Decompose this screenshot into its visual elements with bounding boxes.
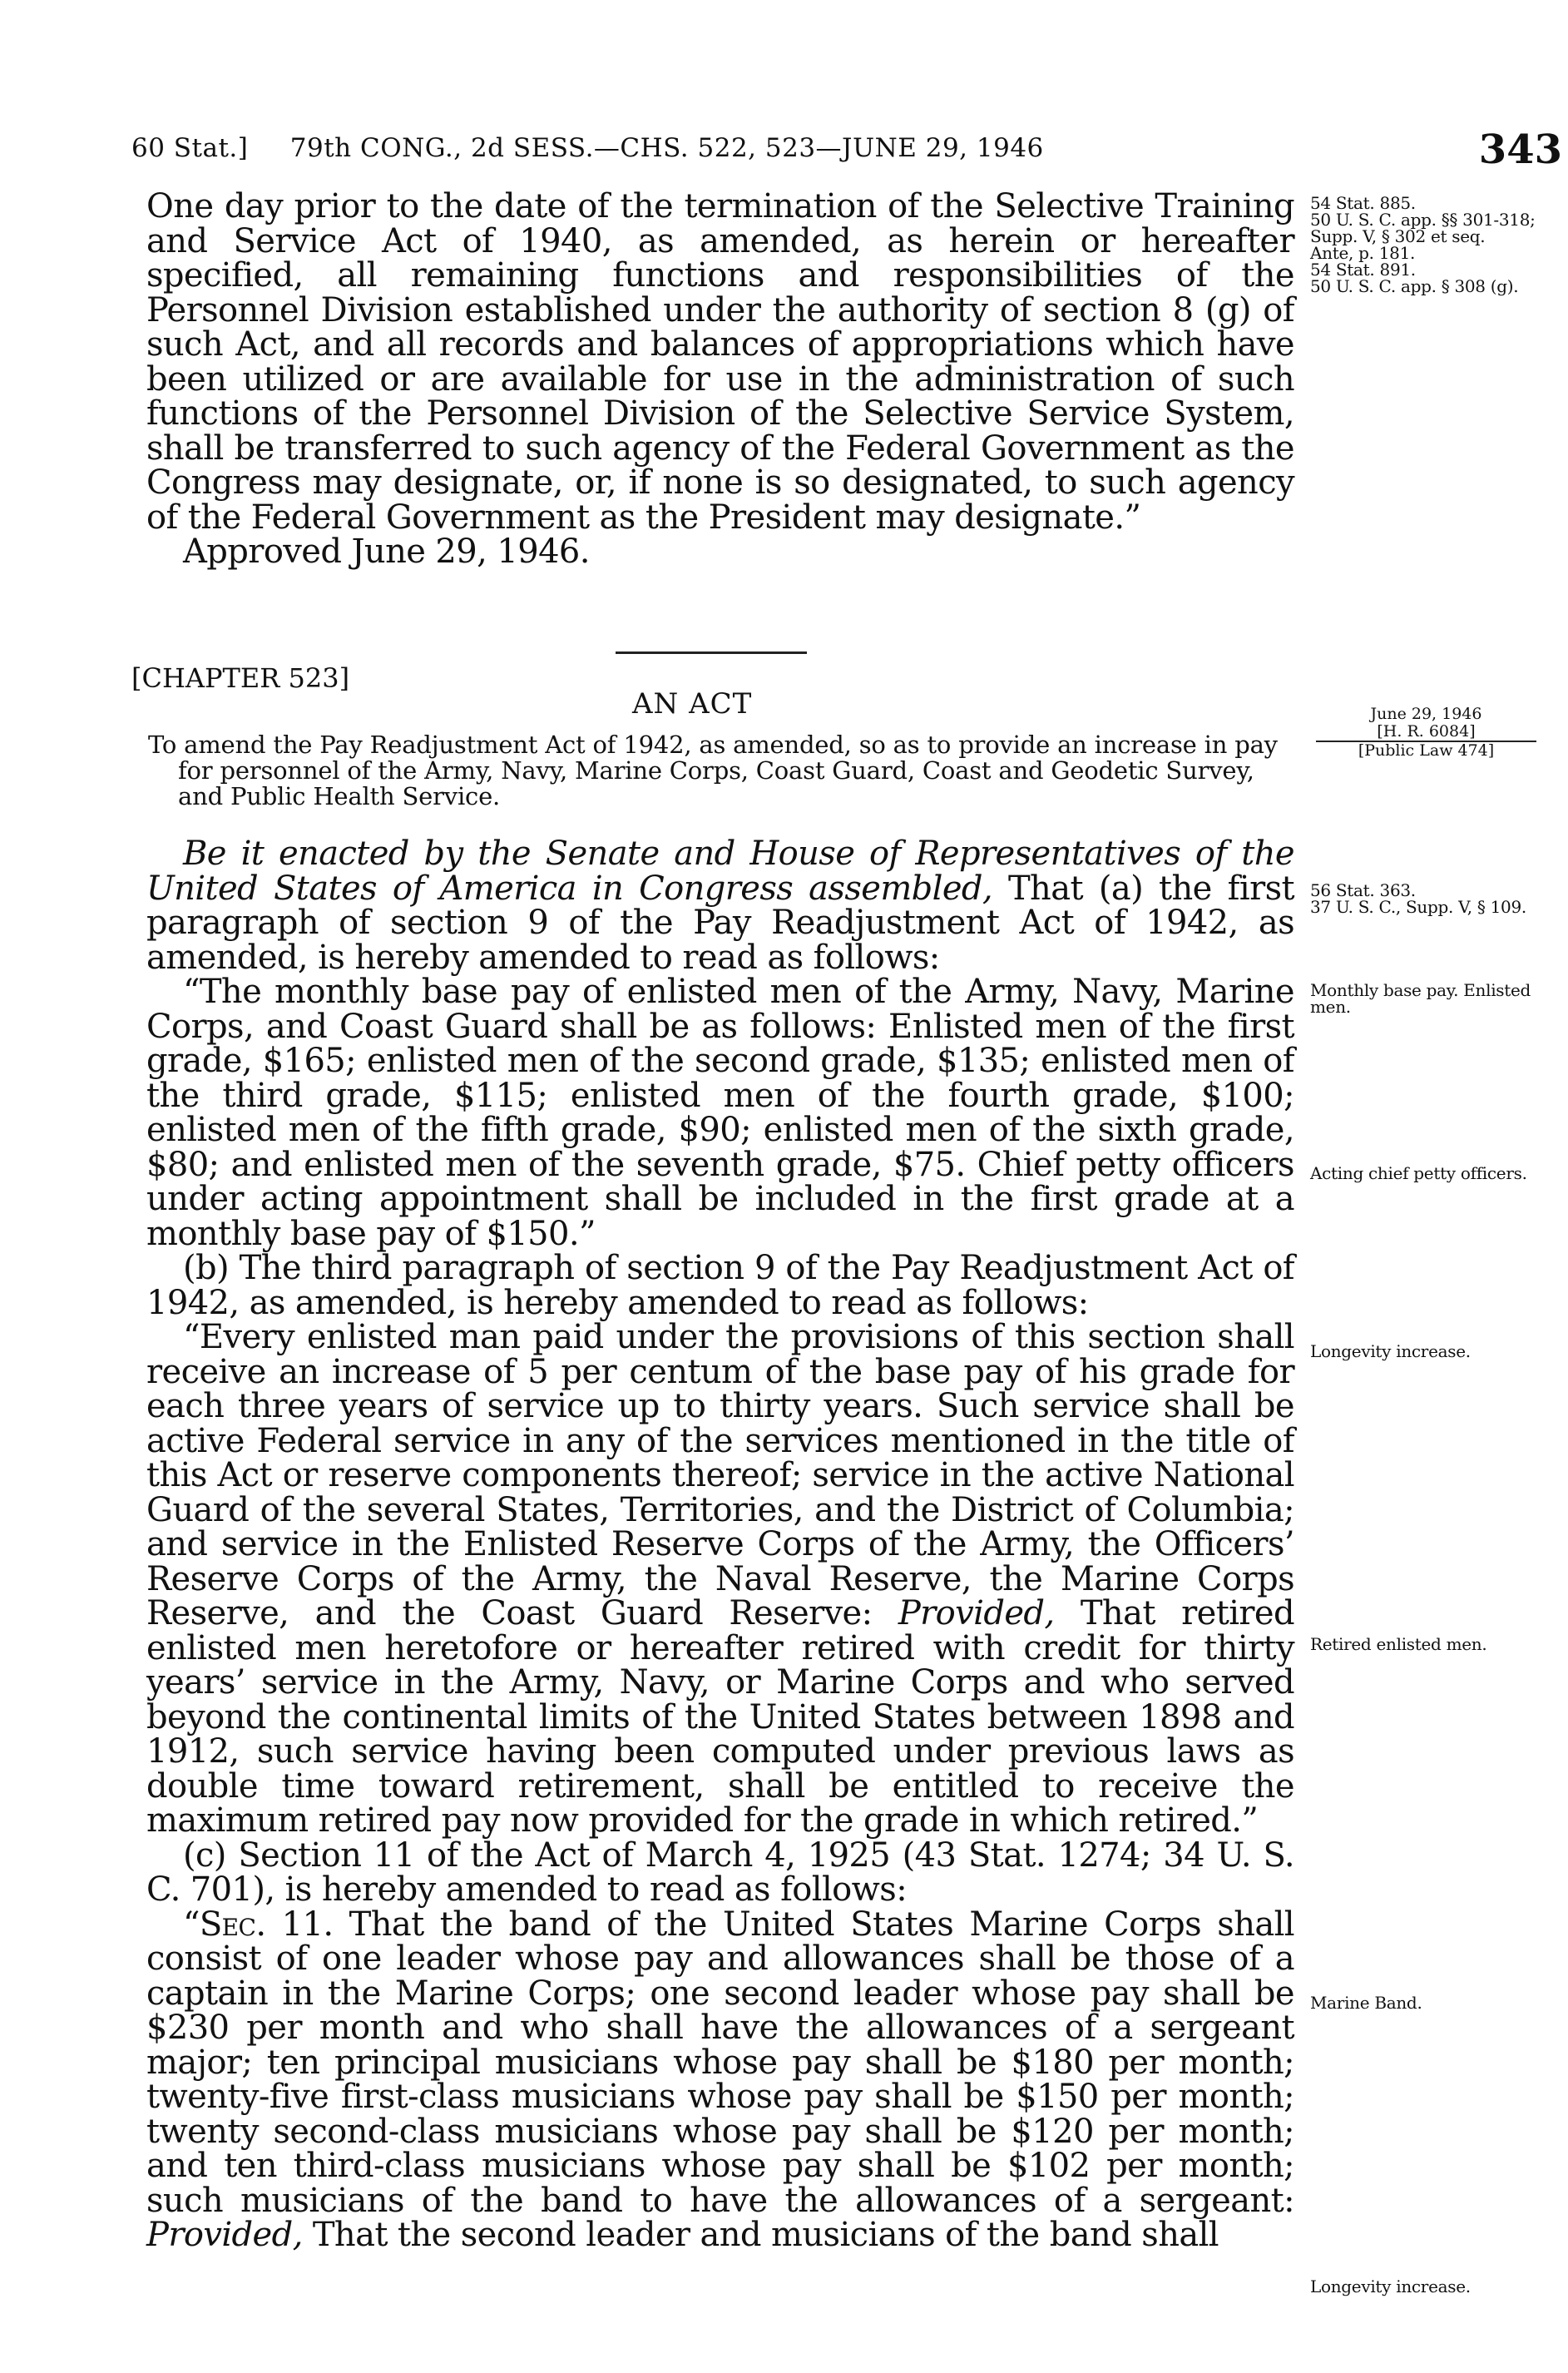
band-paragraph [146,1905,1294,2254]
margin-longevity-1: Longevity increase. [1310,1341,1471,1361]
public-law-number: [Public Law 474] [1358,741,1495,760]
longevity-paragraph [146,1320,1294,1839]
margin-line: 54 Stat. 891. [1310,260,1416,280]
chapter-heading: [CHAPTER 523] [131,662,350,694]
margin-marine-band: Marine Band. [1310,1993,1422,2013]
margin-line: 50 U. S. C. app. §§ 301-318; Supp. V, § 302 et seq. [1310,210,1536,246]
band-text-end: That the second leader and musicians of the band shall [302,2216,1219,2254]
ch522-text [146,187,1294,571]
provided-italic: Provided, [146,2216,303,2254]
long-title [148,732,1296,810]
long-title-text: To amend the Pay Readjustment Act of 1942, as amended, so as to provide an increase in pay for personnel of the Army, Navy, Marine Corps, Coast Guard, Coast and Geodetic Survey, and Public Health Service. [148,731,1278,810]
enacting-rest: That (a) the first paragraph of section 9 of the Pay Readjustment Act of 1942, as amended, is hereby amended to read as follows: [146,869,1294,977]
margin-line: 56 Stat. 363. [1310,880,1416,900]
bill-date: June 29, 1946 [1370,705,1482,723]
ch523-body [146,837,1294,2253]
margin-acting-chief: Acting chief petty officers. [1310,1163,1527,1183]
margin-line: 54 Stat. 885. [1310,193,1416,213]
ch522-approved: Approved June 29, 1946. [183,533,590,571]
page-header [131,126,1562,173]
band-text: That the band of the United States Marine Corps shall consist of one leader whose pay and allowances shall be those of a captain in the Marine Corps; one second leader whose pay shall be $230 per month and who shall have the allowances of a sergeant major; ten principal musicians whose pay shall be $180 per month; twenty-five first-class musicians whose pay shall be $150 per month; twenty second-class musicians whose pay shall be $120 per month; and ten third-class musicians whose pay shall be $102 per month; such musicians of the band to have the allowances of a sergeant: [146,1905,1294,2220]
margin-line: 50 U. S. C. app. § 308 (g). [1310,276,1519,296]
enacting-italic: Be it enacted by the Senate and House of Representatives of the United States of America in Congress assembled, [146,835,1294,908]
longevity-text-after: That retired enlisted men heretofore or hereafter retired with credit for thirty years’ service in the Army, Navy, or Marine Corps and who served beyond the continental limits of the United States between 1898 and 1912, such service having been computed under previous laws as double time toward retirement, shall be entitled to receive the maximum retired pay now provided for the grade in which retired.” [146,1594,1294,1840]
margin-longevity-2: Longevity increase. [1310,2276,1471,2296]
bill-hr-number: [H. R. 6084] [1316,723,1536,742]
margin-citation-523 [1310,882,1560,915]
page-number: 343 [1478,126,1562,173]
subsection-b: (b) The third paragraph of section 9 of the Pay Readjustment Act of 1942, as amended, is hereby amended to read as follows: [146,1249,1294,1322]
margin-monthly-base-pay: Monthly base pay. Enlisted men. [1310,980,1531,1017]
header-volume: 60 Stat.] [131,133,249,163]
longevity-text: “Every enlisted man paid under the provisions of this section shall receive an increase of 5 per centum of the base pay of his grade for each three years of service up to thirty years. Such service shall be active Federal service in any of the services mentioned in the title of this Act or reserve components thereof; service in the active National Guard of the several States, Territories, and the District of Columbia; and service in the Enlisted Reserve Corps of the Army, the Officers’ Reserve Corps of the Army, the Naval Reserve, the Marine Corps Reserve, and the Coast Guard Reserve: [146,1318,1294,1632]
section-divider [616,651,807,654]
ch522-paragraph: One day prior to the date of the termination of the Selective Training and Service Act of 1940, as amended, as herein or hereafter specified, all remaining functions and responsibilities of the Personnel Division established under the authority of section 8 (g) of such Act, and all records and balances of appropriations which have been utilized or are available for use in the administration of such functions of the Personnel Division of the Selective Service System, shall be transferred to such agency of the Federal Government as the Congress may designate, or, if none is so designated, to such agency of the Federal Government as the President may designate.” [146,187,1294,537]
act-title: AN ACT [632,687,753,721]
provided-italic: Provided, [898,1594,1055,1632]
margin-line: 37 U. S. C., Supp. V, § 109. [1310,897,1526,917]
margin-citation-522 [1310,195,1560,295]
subsection-c: (c) Section 11 of the Act of March 4, 1925 (43 Stat. 1274; 34 U. S. C. 701), is hereby amended to read as follows: [146,1835,1294,1909]
header-session: 79th CONG., 2d SESS.—CHS. 522, 523—JUNE 29, 1946 [289,133,1044,163]
band-section-label: “Sec. 11. [183,1905,334,1944]
margin-line: Ante, p. 181. [1310,243,1416,263]
base-pay-paragraph: “The monthly base pay of enlisted men of the Army, Navy, Marine Corps, and Coast Guard shall be as follows: Enlisted men of the first grade, $165; enlisted men of the second grade, $135; enlisted men of the third grade, $115; enlisted men of the fourth grade, $100; enlisted men of the fifth grade, $90; enlisted men of the sixth grade, $80; and enlisted men of the seventh grade, $75. Chief petty officers under acting appointment shall be included in the first grade at a monthly base pay of $150.” [146,973,1294,1253]
bill-info-box [1316,706,1536,760]
enacting-clause [146,837,1294,975]
margin-retired-enlisted: Retired enlisted men. [1310,1634,1487,1654]
